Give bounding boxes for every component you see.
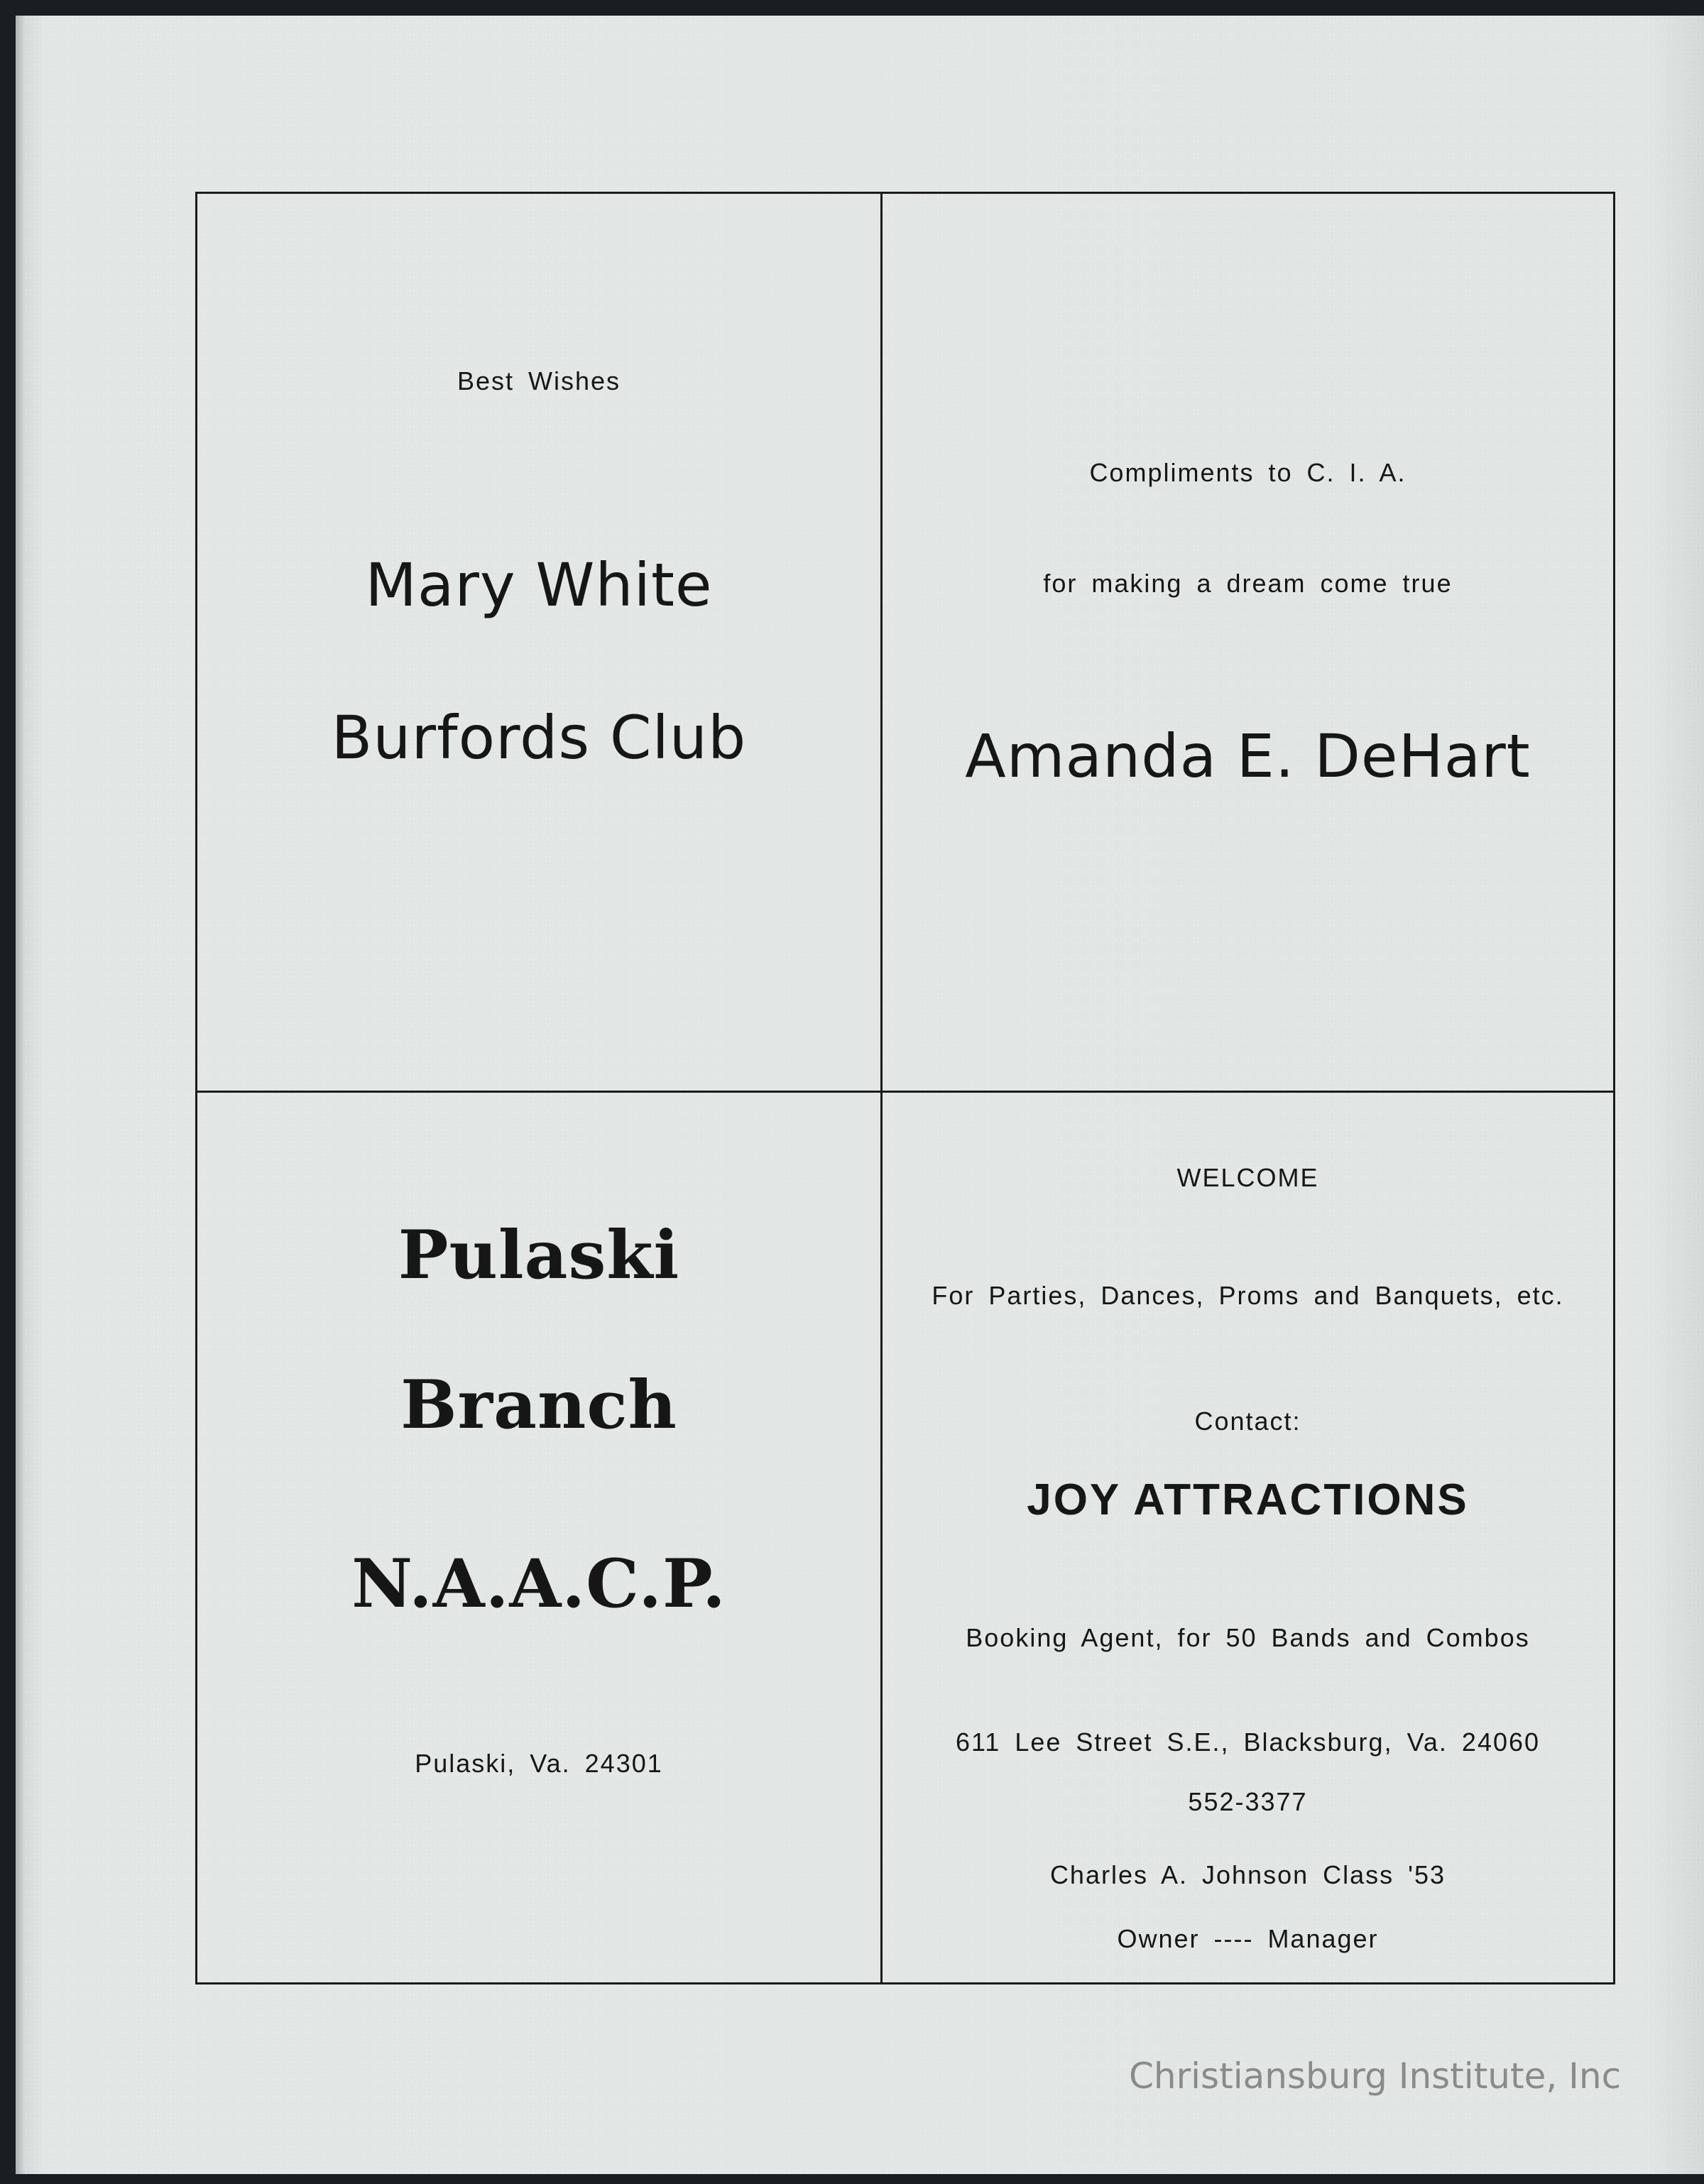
archive-watermark: Christiansburg Institute, Inc [1129,2055,1622,2097]
advertisement-grid [195,192,1615,1984]
ad-club-line: Burfords Club [331,703,747,772]
ad-phone: 552-3377 [1188,1787,1308,1816]
ad-street-address: 611 Lee Street S.E., Blacksburg, Va. 24060 [955,1727,1541,1757]
ad-greeting: Best Wishes [457,366,621,395]
ad-pulaski-line: Pulaski [398,1216,680,1294]
ad-branch-line: Branch [400,1366,677,1444]
ad-amanda-dehart [883,194,1613,1091]
ad-sponsor-name: Amanda E. DeHart [965,721,1531,791]
ad-welcome: WELCOME [1176,1163,1319,1192]
ad-owner-name: Charles A. Johnson Class '53 [1049,1860,1446,1889]
ad-pulaski-address: Pulaski, Va. 24301 [415,1749,663,1778]
ad-mary-white-burfords-club [197,194,880,1091]
ad-compliments-line: Compliments to C. I. A. [1089,458,1407,487]
ad-contact-label: Contact: [1194,1407,1301,1436]
ad-pulaski-naacp [197,1093,880,1982]
page-binding-edge [16,16,26,2174]
ad-joy-attractions [883,1093,1613,1982]
ad-events-line: For Parties, Dances, Proms and Banquets, etc. [932,1281,1564,1310]
ad-naacp-line: N.A.A.C.P. [351,1545,726,1623]
ad-dream-line: for making a dream come true [1043,569,1453,598]
ad-booking-line: Booking Agent, for 50 Bands and Combos [966,1623,1530,1652]
ad-owner-role: Owner ---- Manager [1117,1924,1379,1953]
ad-company-name: JOY ATTRACTIONS [1027,1475,1469,1524]
ad-name-line: Mary White [365,550,713,620]
